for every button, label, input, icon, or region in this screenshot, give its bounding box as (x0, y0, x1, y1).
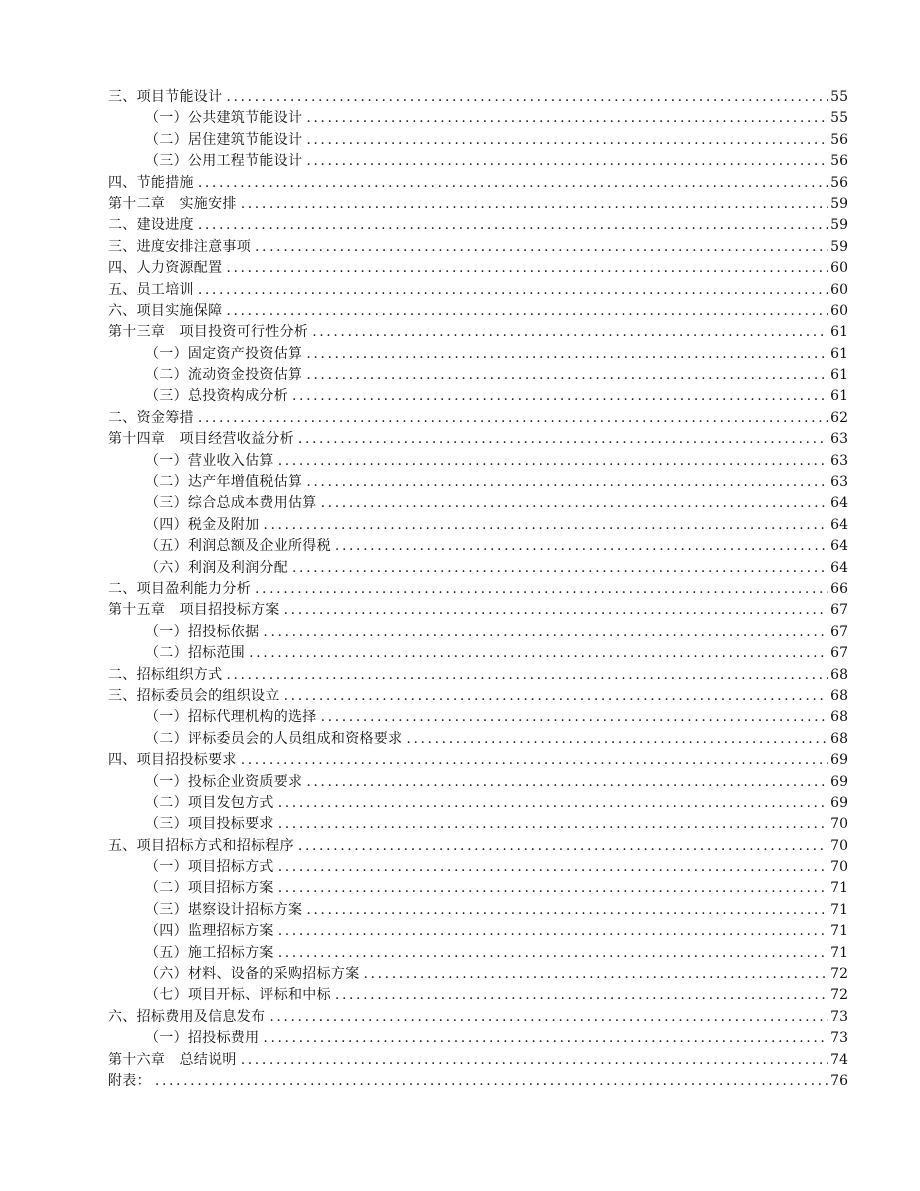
toc-entry-title: 六、项目实施保障 (108, 302, 223, 319)
toc-entry[interactable] (108, 130, 848, 151)
toc-dot-leader (198, 280, 828, 301)
toc-entry[interactable] (108, 750, 848, 771)
toc-dot-leader (321, 493, 828, 514)
toc-entry-title: （一）营业收入估算 (145, 452, 274, 469)
toc-dot-leader (298, 429, 828, 450)
toc-dot-leader (249, 643, 828, 664)
toc-entry[interactable] (108, 493, 848, 514)
toc-dot-leader (226, 258, 828, 279)
toc-entry[interactable] (108, 1028, 848, 1049)
toc-entry-page: 56 (830, 174, 848, 191)
toc-dot-leader (306, 900, 828, 921)
toc-dot-leader (278, 451, 828, 472)
toc-entry[interactable] (108, 408, 848, 429)
toc-dot-leader (298, 836, 828, 857)
toc-dot-leader (278, 921, 828, 942)
toc-dot-leader (321, 707, 828, 728)
toc-entry-page: 59 (830, 238, 848, 255)
toc-entry-title: （一）公共建筑节能设计 (145, 110, 303, 127)
toc-dot-leader (263, 515, 828, 536)
toc-dot-leader (306, 344, 828, 365)
toc-dot-leader (306, 472, 828, 493)
toc-entry-title: （二）流动资金投资估算 (145, 367, 303, 384)
toc-entry-title: 五、项目招标方式和招标程序 (108, 837, 294, 854)
toc-entry-title: （三）总投资构成分析 (145, 388, 288, 405)
toc-dot-leader (255, 237, 828, 258)
toc-dot-leader (292, 386, 828, 407)
toc-entry[interactable] (108, 707, 848, 728)
toc-entry-page: 69 (830, 752, 848, 769)
toc-entry-title: （二）招标范围 (145, 645, 246, 662)
toc-dot-leader (198, 173, 828, 194)
toc-entry-page: 71 (830, 923, 848, 940)
toc-entry-page: 70 (830, 859, 848, 876)
toc-dot-leader (284, 600, 828, 621)
toc-entry[interactable] (108, 194, 848, 215)
toc-entry-page: 69 (830, 794, 848, 811)
toc-entry-page: 71 (830, 880, 848, 897)
toc-entry[interactable] (108, 900, 848, 921)
toc-entry-page: 55 (830, 89, 848, 105)
toc-entry[interactable] (108, 322, 848, 343)
toc-entry-page: 61 (830, 345, 848, 362)
toc-entry[interactable] (108, 215, 848, 236)
toc-dot-leader (335, 536, 828, 557)
toc-dot-leader (278, 857, 828, 878)
toc-entry-title: 三、项目节能设计 (108, 89, 223, 105)
toc-entry[interactable] (108, 151, 848, 172)
toc-dot-leader (226, 665, 828, 686)
toc-dot-leader (241, 750, 828, 771)
toc-entry-page: 69 (830, 773, 848, 790)
toc-entry[interactable] (108, 515, 848, 536)
toc-entry-page: 62 (830, 409, 848, 426)
toc-dot-leader (312, 322, 828, 343)
toc-entry-page: 55 (830, 110, 848, 127)
toc-entry[interactable] (108, 365, 848, 386)
toc-entry-title: （三）堪察设计招标方案 (145, 901, 303, 918)
toc-entry-title: （二）项目发包方式 (145, 794, 274, 811)
toc-dot-leader (306, 772, 828, 793)
toc-entry[interactable] (108, 558, 848, 579)
toc-entry-page: 70 (830, 837, 848, 854)
toc-entry[interactable] (108, 964, 848, 985)
toc-entry-title: 四、人力资源配置 (108, 260, 223, 277)
toc-entry-page: 64 (830, 538, 848, 555)
toc-entry-page: 71 (830, 901, 848, 918)
toc-dot-leader (269, 1007, 828, 1028)
toc-entry-title: （二）达产年增值税估算 (145, 474, 303, 491)
toc-entry-page: 67 (830, 645, 848, 662)
toc-entry-title: （四）监理招标方案 (145, 923, 274, 940)
toc-entry-title: 四、项目招投标要求 (108, 752, 237, 769)
toc-entry-title: 第十二章 实施安排 (108, 195, 237, 212)
toc-entry[interactable] (108, 301, 848, 322)
toc-dot-leader (278, 943, 828, 964)
toc-entry-title: 第十三章 项目投资可行性分析 (108, 324, 309, 341)
toc-entry[interactable] (108, 878, 848, 899)
toc-entry-title: （一）招投标依据 (145, 623, 260, 640)
toc-entry-page: 63 (830, 474, 848, 491)
toc-entry-title: （一）固定资产投资估算 (145, 345, 303, 362)
toc-dot-leader (263, 1028, 828, 1049)
toc-entry-page: 61 (830, 324, 848, 341)
toc-entry[interactable] (108, 386, 848, 407)
toc-entry-page: 68 (830, 687, 848, 704)
toc-entry-title: 第十四章 项目经营收益分析 (108, 431, 294, 448)
toc-entry-title: （六）利润及利润分配 (145, 559, 288, 576)
toc-entry[interactable] (108, 237, 848, 258)
toc-dot-leader (226, 301, 828, 322)
toc-entry[interactable] (108, 793, 848, 814)
toc-entry-page: 61 (830, 367, 848, 384)
toc-entry-title: （二）项目招标方案 (145, 880, 274, 897)
toc-entry-page: 64 (830, 516, 848, 533)
toc-dot-leader (292, 558, 828, 579)
toc-entry-page: 63 (830, 452, 848, 469)
toc-entry-title: 附表： (108, 1072, 151, 1089)
toc-dot-leader (241, 194, 828, 215)
toc-entry[interactable] (108, 344, 848, 365)
toc-dot-leader (198, 408, 828, 429)
toc-entry[interactable] (108, 665, 848, 686)
toc-entry-title: 五、员工培训 (108, 281, 194, 298)
toc-entry-title: （七）项目开标、评标和中标 (145, 987, 331, 1004)
toc-entry[interactable] (108, 814, 848, 835)
toc-dot-leader (226, 87, 828, 108)
toc-entry-title: （一）招标代理机构的选择 (145, 709, 317, 726)
toc-entry-page: 72 (830, 987, 848, 1004)
toc-entry[interactable] (108, 472, 848, 493)
toc-entry[interactable] (108, 643, 848, 664)
toc-entry[interactable] (108, 772, 848, 793)
toc-entry-page: 76 (830, 1072, 848, 1089)
toc-entry-page: 63 (830, 431, 848, 448)
toc-entry-title: 三、招标委员会的组织设立 (108, 687, 280, 704)
toc-entry-title: 二、建设进度 (108, 217, 194, 234)
toc-entry-title: 第十五章 项目招投标方案 (108, 602, 280, 619)
toc-entry-page: 60 (830, 281, 848, 298)
toc-entry[interactable] (108, 451, 848, 472)
toc-entry-page: 72 (830, 966, 848, 983)
toc-dot-leader (278, 814, 828, 835)
toc-entry[interactable] (108, 729, 848, 750)
toc-entry-page: 67 (830, 623, 848, 640)
toc-entry-title: （五）利润总额及企业所得税 (145, 538, 331, 555)
toc-entry-page: 59 (830, 195, 848, 212)
toc-entry-title: （一）投标企业资质要求 (145, 773, 303, 790)
toc-entry-title: （五）施工招标方案 (145, 944, 274, 961)
toc-entry[interactable] (108, 280, 848, 301)
toc-entry-page: 61 (830, 388, 848, 405)
toc-dot-leader (241, 1050, 828, 1071)
toc-entry-page: 66 (830, 580, 848, 597)
toc-dot-leader (306, 151, 828, 172)
toc-entry-title: （一）项目招标方式 (145, 859, 274, 876)
toc-entry-title: 六、招标费用及信息发布 (108, 1008, 266, 1025)
toc-dot-leader (306, 130, 828, 151)
table-of-contents (108, 87, 848, 1092)
toc-entry[interactable] (108, 921, 848, 942)
toc-entry-title: 四、节能措施 (108, 174, 194, 191)
toc-dot-leader (335, 985, 828, 1006)
toc-entry[interactable] (108, 429, 848, 450)
toc-entry[interactable] (108, 943, 848, 964)
toc-entry-page: 64 (830, 495, 848, 512)
toc-entry-page: 68 (830, 730, 848, 747)
toc-entry-page: 56 (830, 153, 848, 170)
toc-dot-leader (263, 622, 828, 643)
toc-dot-leader (278, 793, 828, 814)
toc-entry-page: 73 (830, 1030, 848, 1047)
toc-entry[interactable] (108, 836, 848, 857)
toc-entry-page: 68 (830, 709, 848, 726)
toc-entry[interactable] (108, 1050, 848, 1071)
toc-entry-title: （二）评标委员会的人员组成和资格要求 (145, 730, 403, 747)
toc-entry[interactable] (108, 985, 848, 1006)
toc-entry-title: （三）公用工程节能设计 (145, 153, 303, 170)
toc-entry[interactable] (108, 536, 848, 557)
toc-entry-page: 71 (830, 944, 848, 961)
toc-entry-title: 二、招标组织方式 (108, 666, 223, 683)
toc-entry[interactable] (108, 857, 848, 878)
toc-entry[interactable] (108, 173, 848, 194)
toc-entry-title: 三、进度安排注意事项 (108, 238, 251, 255)
toc-entry-title: （三）项目投标要求 (145, 816, 274, 833)
toc-dot-leader (155, 1071, 828, 1092)
toc-entry-page: 74 (830, 1051, 848, 1068)
toc-entry-page: 64 (830, 559, 848, 576)
toc-entry[interactable] (108, 600, 848, 621)
toc-entry[interactable] (108, 87, 848, 108)
toc-entry[interactable] (108, 1071, 848, 1092)
toc-entry-page: 70 (830, 816, 848, 833)
toc-entry[interactable] (108, 1007, 848, 1028)
toc-entry-title: （三）综合总成本费用估算 (145, 495, 317, 512)
toc-entry[interactable] (108, 258, 848, 279)
toc-entry[interactable] (108, 686, 848, 707)
toc-entry-title: （六）材料、设备的采购招标方案 (145, 966, 360, 983)
toc-dot-leader (284, 686, 828, 707)
toc-entry-title: （一）招投标费用 (145, 1030, 260, 1047)
toc-entry[interactable] (108, 622, 848, 643)
toc-entry-page: 59 (830, 217, 848, 234)
toc-dot-leader (198, 215, 828, 236)
toc-dot-leader (306, 365, 828, 386)
toc-entry-page: 60 (830, 260, 848, 277)
toc-entry-title: 二、资金筹措 (108, 409, 194, 426)
toc-dot-leader (406, 729, 828, 750)
toc-dot-leader (364, 964, 829, 985)
toc-entry-page: 73 (830, 1008, 848, 1025)
toc-dot-leader (255, 579, 828, 600)
toc-dot-leader (278, 878, 828, 899)
toc-entry-title: （二）居住建筑节能设计 (145, 131, 303, 148)
toc-entry-title: 二、项目盈利能力分析 (108, 580, 251, 597)
toc-entry-page: 60 (830, 302, 848, 319)
toc-entry-page: 56 (830, 131, 848, 148)
toc-entry[interactable] (108, 108, 848, 129)
toc-entry[interactable] (108, 579, 848, 600)
toc-entry-page: 68 (830, 666, 848, 683)
toc-entry-page: 67 (830, 602, 848, 619)
toc-entry-title: （四）税金及附加 (145, 516, 260, 533)
toc-entry-title: 第十六章 总结说明 (108, 1051, 237, 1068)
toc-dot-leader (306, 108, 828, 129)
